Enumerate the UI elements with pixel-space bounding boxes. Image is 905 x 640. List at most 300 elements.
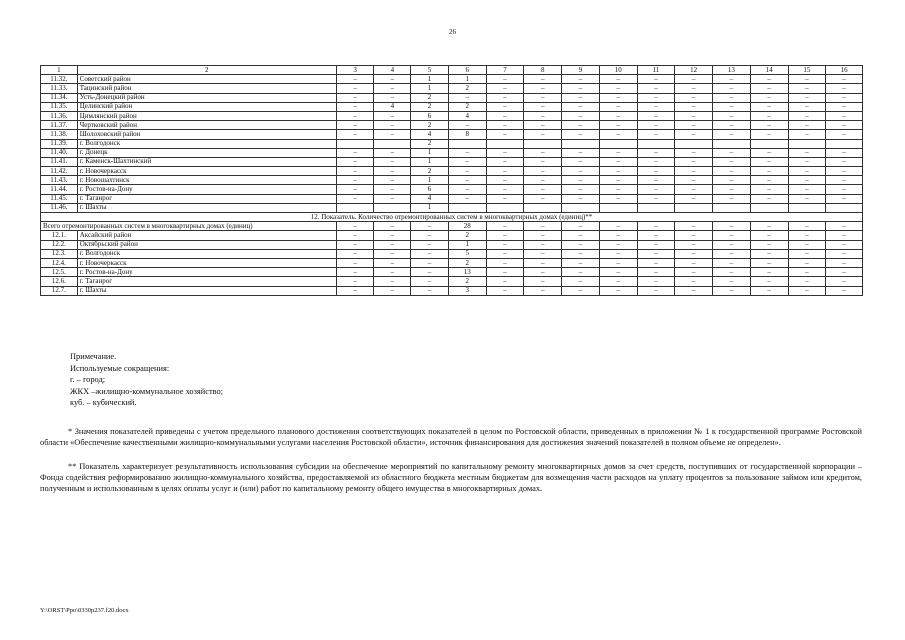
value-cell: –: [524, 268, 562, 277]
value-cell: –: [675, 185, 713, 194]
value-cell: –: [374, 176, 411, 185]
value-cell: –: [448, 176, 486, 185]
value-cell: 2: [411, 121, 449, 130]
value-cell: –: [750, 93, 788, 102]
value-cell: 4: [448, 111, 486, 120]
value-cell: –: [411, 268, 449, 277]
value-cell: –: [713, 157, 751, 166]
table-row: [41, 231, 863, 240]
row-number: 11.40.: [41, 148, 78, 157]
value-cell: –: [826, 258, 863, 267]
value-cell: –: [562, 277, 600, 286]
table-row: [41, 130, 863, 139]
table-row: [41, 203, 863, 212]
note-line: Примечание.: [70, 352, 117, 361]
value-cell: 1: [411, 157, 449, 166]
row-number: 11.43.: [41, 176, 78, 185]
value-cell: 2: [448, 84, 486, 93]
value-cell: –: [637, 111, 675, 120]
table-row: [41, 111, 863, 120]
value-cell: –: [750, 268, 788, 277]
table-row: [41, 249, 863, 258]
value-cell: –: [826, 268, 863, 277]
row-name: г. Ростов-на-Дону: [77, 185, 336, 194]
value-cell: –: [826, 286, 863, 295]
value-cell: –: [826, 277, 863, 286]
value-cell: –: [788, 231, 826, 240]
value-cell: –: [486, 231, 524, 240]
value-cell: [524, 139, 562, 148]
value-cell: –: [336, 249, 374, 258]
table-row: [41, 93, 863, 102]
value-cell: –: [675, 102, 713, 111]
value-cell: 2: [448, 277, 486, 286]
value-cell: –: [562, 111, 600, 120]
value-cell: –: [486, 130, 524, 139]
value-cell: –: [411, 231, 449, 240]
value-cell: –: [826, 121, 863, 130]
value-cell: –: [524, 176, 562, 185]
value-cell: –: [713, 93, 751, 102]
value-cell: –: [336, 231, 374, 240]
value-cell: 2: [411, 167, 449, 176]
value-cell: –: [336, 84, 374, 93]
value-cell: –: [788, 111, 826, 120]
value-cell: –: [448, 167, 486, 176]
value-cell: –: [374, 75, 411, 84]
value-cell: –: [562, 167, 600, 176]
value-cell: [336, 139, 374, 148]
value-cell: –: [562, 194, 600, 203]
row-name: Целинский район: [77, 102, 336, 111]
value-cell: –: [524, 286, 562, 295]
value-cell: –: [336, 130, 374, 139]
row-name: г. Таганрог: [77, 277, 336, 286]
column-header: 11: [637, 66, 675, 75]
value-cell: –: [562, 231, 600, 240]
value-cell: –: [486, 167, 524, 176]
value-cell: –: [486, 102, 524, 111]
value-cell: –: [675, 148, 713, 157]
value-cell: [374, 139, 411, 148]
value-cell: –: [637, 231, 675, 240]
value-cell: –: [599, 84, 637, 93]
value-cell: –: [524, 111, 562, 120]
value-cell: –: [448, 157, 486, 166]
value-cell: –: [788, 268, 826, 277]
table-row: [41, 157, 863, 166]
row-name: Цимлянский район: [77, 111, 336, 120]
value-cell: –: [788, 130, 826, 139]
row-name: г. Новошахтинск: [77, 176, 336, 185]
value-cell: 2: [448, 231, 486, 240]
value-cell: –: [599, 167, 637, 176]
value-cell: [486, 139, 524, 148]
note-line: куб. – кубический.: [70, 398, 137, 407]
row-number: 11.37.: [41, 121, 78, 130]
value-cell: 3: [448, 286, 486, 295]
value-cell: [448, 203, 486, 212]
value-cell: –: [336, 222, 374, 231]
value-cell: –: [562, 121, 600, 130]
value-cell: 6: [411, 111, 449, 120]
value-cell: –: [599, 268, 637, 277]
row-number: 11.38.: [41, 130, 78, 139]
value-cell: –: [788, 185, 826, 194]
value-cell: –: [788, 258, 826, 267]
note-line: г. – город;: [70, 375, 106, 384]
value-cell: –: [562, 240, 600, 249]
total-row: [41, 222, 863, 231]
value-cell: –: [374, 277, 411, 286]
row-name: г. Донецк: [77, 148, 336, 157]
value-cell: –: [374, 167, 411, 176]
value-cell: –: [599, 249, 637, 258]
value-cell: –: [788, 157, 826, 166]
value-cell: 28: [448, 222, 486, 231]
value-cell: –: [637, 222, 675, 231]
value-cell: –: [486, 93, 524, 102]
value-cell: –: [750, 148, 788, 157]
value-cell: –: [448, 148, 486, 157]
value-cell: –: [599, 194, 637, 203]
table-row: [41, 286, 863, 295]
value-cell: –: [713, 268, 751, 277]
value-cell: –: [750, 176, 788, 185]
value-cell: –: [374, 258, 411, 267]
total-label: Всего отремонтированных систем в многоквартирных домах (единиц): [41, 222, 337, 231]
section-row: [41, 213, 863, 222]
value-cell: –: [599, 222, 637, 231]
value-cell: –: [599, 157, 637, 166]
value-cell: –: [599, 240, 637, 249]
value-cell: 5: [448, 249, 486, 258]
value-cell: –: [675, 130, 713, 139]
value-cell: –: [750, 121, 788, 130]
value-cell: –: [637, 157, 675, 166]
value-cell: –: [336, 258, 374, 267]
value-cell: [374, 203, 411, 212]
value-cell: [675, 203, 713, 212]
value-cell: –: [637, 167, 675, 176]
value-cell: –: [826, 93, 863, 102]
value-cell: –: [448, 185, 486, 194]
row-name: Чертковский район: [77, 121, 336, 130]
value-cell: [750, 139, 788, 148]
value-cell: –: [524, 75, 562, 84]
value-cell: –: [788, 249, 826, 258]
value-cell: –: [788, 84, 826, 93]
notes-block: [70, 351, 223, 409]
value-cell: –: [637, 121, 675, 130]
value-cell: –: [524, 185, 562, 194]
value-cell: [826, 203, 863, 212]
column-header: 12: [675, 66, 713, 75]
value-cell: –: [675, 157, 713, 166]
value-cell: [562, 203, 600, 212]
value-cell: –: [374, 130, 411, 139]
value-cell: –: [336, 93, 374, 102]
value-cell: –: [486, 240, 524, 249]
value-cell: –: [599, 185, 637, 194]
table-row: [41, 102, 863, 111]
row-number: 11.46.: [41, 203, 78, 212]
value-cell: 6: [411, 185, 449, 194]
row-name: г. Новочеркасск: [77, 258, 336, 267]
value-cell: –: [524, 130, 562, 139]
row-name: Советский район: [77, 75, 336, 84]
value-cell: –: [599, 231, 637, 240]
table-row: [41, 75, 863, 84]
value-cell: –: [826, 176, 863, 185]
column-header: 8: [524, 66, 562, 75]
value-cell: –: [336, 102, 374, 111]
value-cell: [637, 203, 675, 212]
row-name: г. Новочеркасск: [77, 167, 336, 176]
value-cell: –: [336, 157, 374, 166]
table-row: [41, 139, 863, 148]
value-cell: –: [788, 277, 826, 286]
value-cell: –: [826, 222, 863, 231]
value-cell: –: [562, 176, 600, 185]
value-cell: –: [486, 258, 524, 267]
row-number: 11.41.: [41, 157, 78, 166]
value-cell: –: [750, 75, 788, 84]
value-cell: –: [713, 130, 751, 139]
value-cell: –: [713, 258, 751, 267]
value-cell: –: [374, 111, 411, 120]
value-cell: –: [637, 102, 675, 111]
value-cell: –: [486, 148, 524, 157]
value-cell: –: [374, 231, 411, 240]
value-cell: –: [713, 185, 751, 194]
value-cell: –: [713, 240, 751, 249]
value-cell: –: [524, 167, 562, 176]
value-cell: –: [486, 277, 524, 286]
value-cell: –: [599, 130, 637, 139]
value-cell: [750, 203, 788, 212]
value-cell: [599, 139, 637, 148]
value-cell: –: [713, 286, 751, 295]
value-cell: –: [675, 167, 713, 176]
value-cell: –: [750, 102, 788, 111]
row-number: 11.36.: [41, 111, 78, 120]
value-cell: –: [713, 148, 751, 157]
row-number: 12.6.: [41, 277, 78, 286]
value-cell: –: [637, 84, 675, 93]
row-number: 12.3.: [41, 249, 78, 258]
value-cell: –: [675, 176, 713, 185]
row-number: 11.34.: [41, 93, 78, 102]
row-name: г. Каменск-Шахтинский: [77, 157, 336, 166]
row-name: г. Ростов-на-Дону: [77, 268, 336, 277]
value-cell: 2: [448, 258, 486, 267]
value-cell: [562, 139, 600, 148]
value-cell: –: [524, 249, 562, 258]
row-number: 12.1.: [41, 231, 78, 240]
table-row: [41, 194, 863, 203]
value-cell: 1: [411, 75, 449, 84]
value-cell: [788, 139, 826, 148]
value-cell: –: [336, 148, 374, 157]
row-name: Аксайский район: [77, 231, 336, 240]
value-cell: –: [750, 84, 788, 93]
value-cell: 1: [411, 203, 449, 212]
value-cell: 2: [411, 139, 449, 148]
value-cell: –: [562, 75, 600, 84]
value-cell: –: [826, 167, 863, 176]
value-cell: –: [562, 93, 600, 102]
table-row: [41, 84, 863, 93]
value-cell: –: [411, 240, 449, 249]
value-cell: –: [713, 277, 751, 286]
row-number: 11.39.: [41, 139, 78, 148]
value-cell: –: [486, 185, 524, 194]
value-cell: –: [562, 130, 600, 139]
value-cell: –: [788, 176, 826, 185]
value-cell: –: [599, 102, 637, 111]
column-header: 16: [826, 66, 863, 75]
value-cell: –: [675, 121, 713, 130]
row-name: г. Шахты: [77, 203, 336, 212]
value-cell: –: [750, 111, 788, 120]
value-cell: –: [448, 194, 486, 203]
note-line: ЖКХ –жилищно-коммунальное хозяйство;: [70, 386, 224, 396]
column-header: 4: [374, 66, 411, 75]
value-cell: –: [486, 111, 524, 120]
value-cell: –: [826, 194, 863, 203]
value-cell: –: [637, 75, 675, 84]
row-number: 11.44.: [41, 185, 78, 194]
row-number: 11.32.: [41, 75, 78, 84]
value-cell: –: [750, 167, 788, 176]
value-cell: –: [750, 194, 788, 203]
value-cell: 2: [411, 102, 449, 111]
value-cell: –: [562, 249, 600, 258]
value-cell: –: [788, 93, 826, 102]
value-cell: –: [448, 93, 486, 102]
value-cell: –: [599, 176, 637, 185]
value-cell: –: [374, 194, 411, 203]
value-cell: –: [713, 249, 751, 258]
value-cell: –: [675, 277, 713, 286]
indicator-table: [40, 65, 863, 296]
value-cell: 13: [448, 268, 486, 277]
table-row: [41, 240, 863, 249]
value-cell: –: [599, 75, 637, 84]
value-cell: –: [750, 185, 788, 194]
column-header: 15: [788, 66, 826, 75]
value-cell: –: [486, 286, 524, 295]
column-header: 5: [411, 66, 449, 75]
table-row: [41, 185, 863, 194]
row-name: г. Шахты: [77, 286, 336, 295]
value-cell: –: [675, 194, 713, 203]
value-cell: –: [336, 240, 374, 249]
row-number: 11.35.: [41, 102, 78, 111]
value-cell: –: [637, 249, 675, 258]
value-cell: –: [826, 240, 863, 249]
value-cell: [637, 139, 675, 148]
value-cell: –: [524, 84, 562, 93]
value-cell: –: [826, 148, 863, 157]
value-cell: –: [599, 93, 637, 102]
table-row: [41, 148, 863, 157]
value-cell: –: [374, 240, 411, 249]
value-cell: –: [374, 268, 411, 277]
row-number: 11.45.: [41, 194, 78, 203]
value-cell: –: [562, 148, 600, 157]
value-cell: –: [411, 258, 449, 267]
value-cell: –: [336, 194, 374, 203]
value-cell: –: [750, 277, 788, 286]
value-cell: –: [637, 176, 675, 185]
value-cell: –: [374, 84, 411, 93]
value-cell: –: [336, 185, 374, 194]
value-cell: –: [562, 157, 600, 166]
value-cell: –: [788, 75, 826, 84]
value-cell: –: [524, 231, 562, 240]
table-row: [41, 277, 863, 286]
value-cell: –: [374, 93, 411, 102]
value-cell: –: [524, 121, 562, 130]
value-cell: –: [336, 75, 374, 84]
value-cell: –: [374, 157, 411, 166]
value-cell: –: [713, 84, 751, 93]
value-cell: –: [411, 249, 449, 258]
value-cell: –: [675, 258, 713, 267]
row-number: 12.5.: [41, 268, 78, 277]
value-cell: –: [486, 249, 524, 258]
value-cell: –: [713, 194, 751, 203]
value-cell: –: [336, 277, 374, 286]
value-cell: –: [524, 93, 562, 102]
value-cell: –: [486, 176, 524, 185]
value-cell: –: [788, 222, 826, 231]
table-row: [41, 121, 863, 130]
value-cell: –: [637, 240, 675, 249]
value-cell: –: [562, 102, 600, 111]
value-cell: –: [826, 157, 863, 166]
value-cell: –: [336, 268, 374, 277]
row-number: 12.2.: [41, 240, 78, 249]
footnote-2: ** Показатель характеризует результативность использования субсидии на обеспечение мероприятий по капитальному ремонту многоквартирных домов за счет средств, поступивших от государственной корпорации – Фонда содействия реформированию жилищно-коммунального хозяйства, предоставляемой из областного бюджета местным бюджетам для возмещения части расходов на уплату процентов за пользование займом или кредитом, полученным и использованным в целях оплаты услуг и (или) работ по капитальному ремонту общего имущества в многоквартирных домах.: [40, 462, 862, 493]
value-cell: –: [788, 121, 826, 130]
value-cell: –: [713, 167, 751, 176]
value-cell: –: [599, 148, 637, 157]
column-header: 3: [336, 66, 374, 75]
value-cell: –: [637, 286, 675, 295]
value-cell: –: [562, 286, 600, 295]
row-name: Усть-Донецкий район: [77, 93, 336, 102]
row-name: г. Таганрог: [77, 194, 336, 203]
value-cell: –: [524, 222, 562, 231]
value-cell: –: [675, 222, 713, 231]
value-cell: [826, 139, 863, 148]
value-cell: –: [336, 111, 374, 120]
value-cell: –: [336, 121, 374, 130]
value-cell: –: [562, 84, 600, 93]
value-cell: –: [486, 157, 524, 166]
value-cell: –: [750, 231, 788, 240]
column-header: 6: [448, 66, 486, 75]
value-cell: –: [750, 157, 788, 166]
value-cell: 1: [448, 75, 486, 84]
value-cell: 2: [411, 93, 449, 102]
column-header: 9: [562, 66, 600, 75]
value-cell: 1: [411, 84, 449, 93]
value-cell: 4: [411, 194, 449, 203]
